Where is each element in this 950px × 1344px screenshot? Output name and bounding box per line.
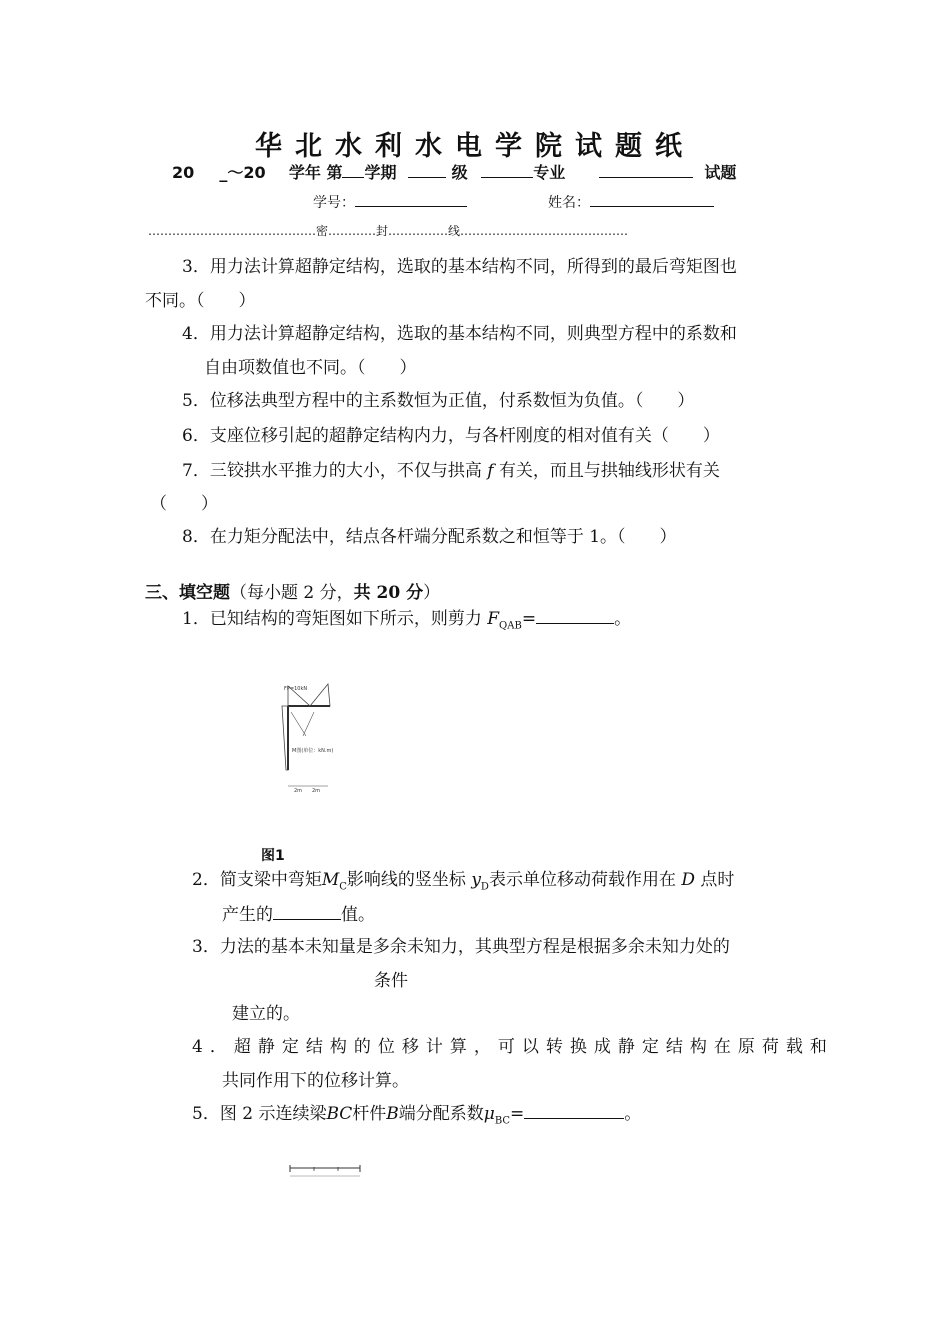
judge-q7-line1 [182,456,720,481]
q7-text-a: 7．三铰拱水平推力的大小，不仅与拱高 [182,461,482,481]
seal-left: ……………………………………密 [148,224,329,238]
judge-q8: 8．在力矩分配法中，结点各杆端分配系数之和恒等于 1。（ ） [182,527,677,547]
header-line [172,160,736,183]
fill-q5-c: 端分配系数 [398,1104,484,1124]
course-blank[interactable] [599,163,693,178]
term-suffix: 学期 [364,163,397,182]
fill-q2-line2 [222,900,375,925]
fill-q2-c: 表示单位移动荷载作用在 [488,870,676,890]
seal-mid1: …………封 [328,224,389,238]
exam-label: 试题 [704,163,737,182]
name-label: 姓名： [548,195,590,211]
term-blank[interactable] [342,163,364,178]
judge-q3-line1: 3．用力法计算超静定结构，选取的基本结构不同，所得到的最后弯矩图也 [182,257,737,277]
school-year: 学年 [288,163,321,182]
fill-q5-eq: = [510,1104,525,1124]
fill-q5-B: B [386,1104,399,1124]
fill-q5-mu: μ [483,1104,495,1124]
fill-q2-b: 影响线的竖坐标 [346,870,466,890]
section-title-a: 三、填空题 [145,583,230,603]
seal-mid2: ……………线 [388,224,461,238]
major-blank[interactable] [481,163,533,178]
fill-q1-eq: = [521,609,537,629]
fig1-hatch-2 [303,712,314,736]
fill-q2-a: 2．简支梁中弯矩 [192,870,322,890]
fill-q1-a: 1．已知结构的弯矩图如下所示，则剪力 [182,609,482,629]
fig1-dim1: 2m [294,788,303,794]
section-title-b: （每小题 2 分， [230,583,354,603]
figure-1-label: 图1 [261,848,285,864]
fig1-load-label: FP=10kN [284,686,308,692]
grade-blank[interactable] [408,163,446,178]
fill-q2-line2b: 值。 [341,905,375,925]
seal-right: …………………………………… [460,224,629,238]
fill-q5-end: 。 [624,1104,642,1124]
q7-f: f [487,461,494,481]
fill-q2-d: 点时 [700,870,735,890]
fill-q5-blank[interactable] [524,1104,624,1119]
fill-q2-line1 [192,865,734,892]
fill-q2-D: D [681,870,695,890]
fill-q2-line2a: 产生的 [222,905,273,925]
fig1-dim2: 2m [312,788,321,794]
fill-q1-end: 。 [614,609,632,629]
fill-q3-line3: 建立的。 [232,1004,300,1024]
judge-q5: 5．位移法典型方程中的主系数恒为正值，付系数恒为负值。（ ） [182,391,695,411]
fill-q5 [192,1099,641,1126]
fig1-hatch [291,712,306,736]
figure-1-diagram [270,678,350,798]
fill-q1-sub: QAB [499,620,522,632]
grade-label: 级 [451,163,468,182]
judge-q4-line2: 自由项数值也不同。（ ） [204,358,417,378]
figure-2-diagram [286,1163,366,1181]
fill-q3-line2: 条件 [374,971,408,991]
fill-q5-BC: BC [326,1104,353,1124]
fill-q5-musub: BC [494,1115,511,1127]
q7-text-b: 有关，而且与拱轴线形状有关 [498,461,720,481]
student-id-row [313,192,467,212]
judge-q6: 6．支座位移引起的超静定结构内力，与各杆刚度的相对值有关（ ） [182,426,720,446]
fill-q1-blank[interactable] [536,609,614,624]
fill-q4-line1: 4．超静定结构的位移计算，可以转换成静定结构在原荷载和 [192,1037,834,1057]
section-title-c: 共 20 分 [353,583,424,603]
judge-q4-line1: 4．用力法计算超静定结构，选取的基本结构不同，则典型方程中的系数和 [182,324,737,344]
judge-q7-line2: （ ） [150,494,218,514]
section-title-d: ） [423,583,441,603]
fill-q3-line1: 3．力法的基本未知量是多余未知力，其典型方程是根据多余未知力处的 [192,937,730,957]
fill-q2-Msub: C [339,881,347,893]
year-tilde: _～20 [219,163,266,182]
student-id-label: 学号： [313,195,355,211]
fill-q2-blank[interactable] [273,905,341,920]
paper-title: 华北水利水电学院试题纸 [255,131,695,162]
fill-q2-M: M [321,870,340,890]
year-prefix: 20 [172,163,195,182]
fill-q1 [182,604,631,631]
fill-q5-a: 5．图 2 示连续梁 [192,1104,327,1124]
fig1-moment-right [310,684,330,706]
student-id-field[interactable] [355,192,467,207]
term-prefix: 第 [326,163,343,182]
fill-q5-b: 杆件 [352,1104,387,1124]
fill-q2-y: y [471,870,481,890]
fill-q1-F: F [487,609,500,629]
name-field[interactable] [590,192,714,207]
fig1-m-label: M图(单位：kN.m) [292,748,334,754]
judge-q3-line2: 不同。（ ） [145,291,256,311]
seal-line [148,222,803,239]
fill-q4-line2: 共同作用下的位移计算。 [222,1071,409,1091]
fill-q2-ysub: D [480,881,489,893]
major-label: 专业 [533,163,566,182]
fill-section-title [145,578,440,603]
name-row [548,192,714,212]
